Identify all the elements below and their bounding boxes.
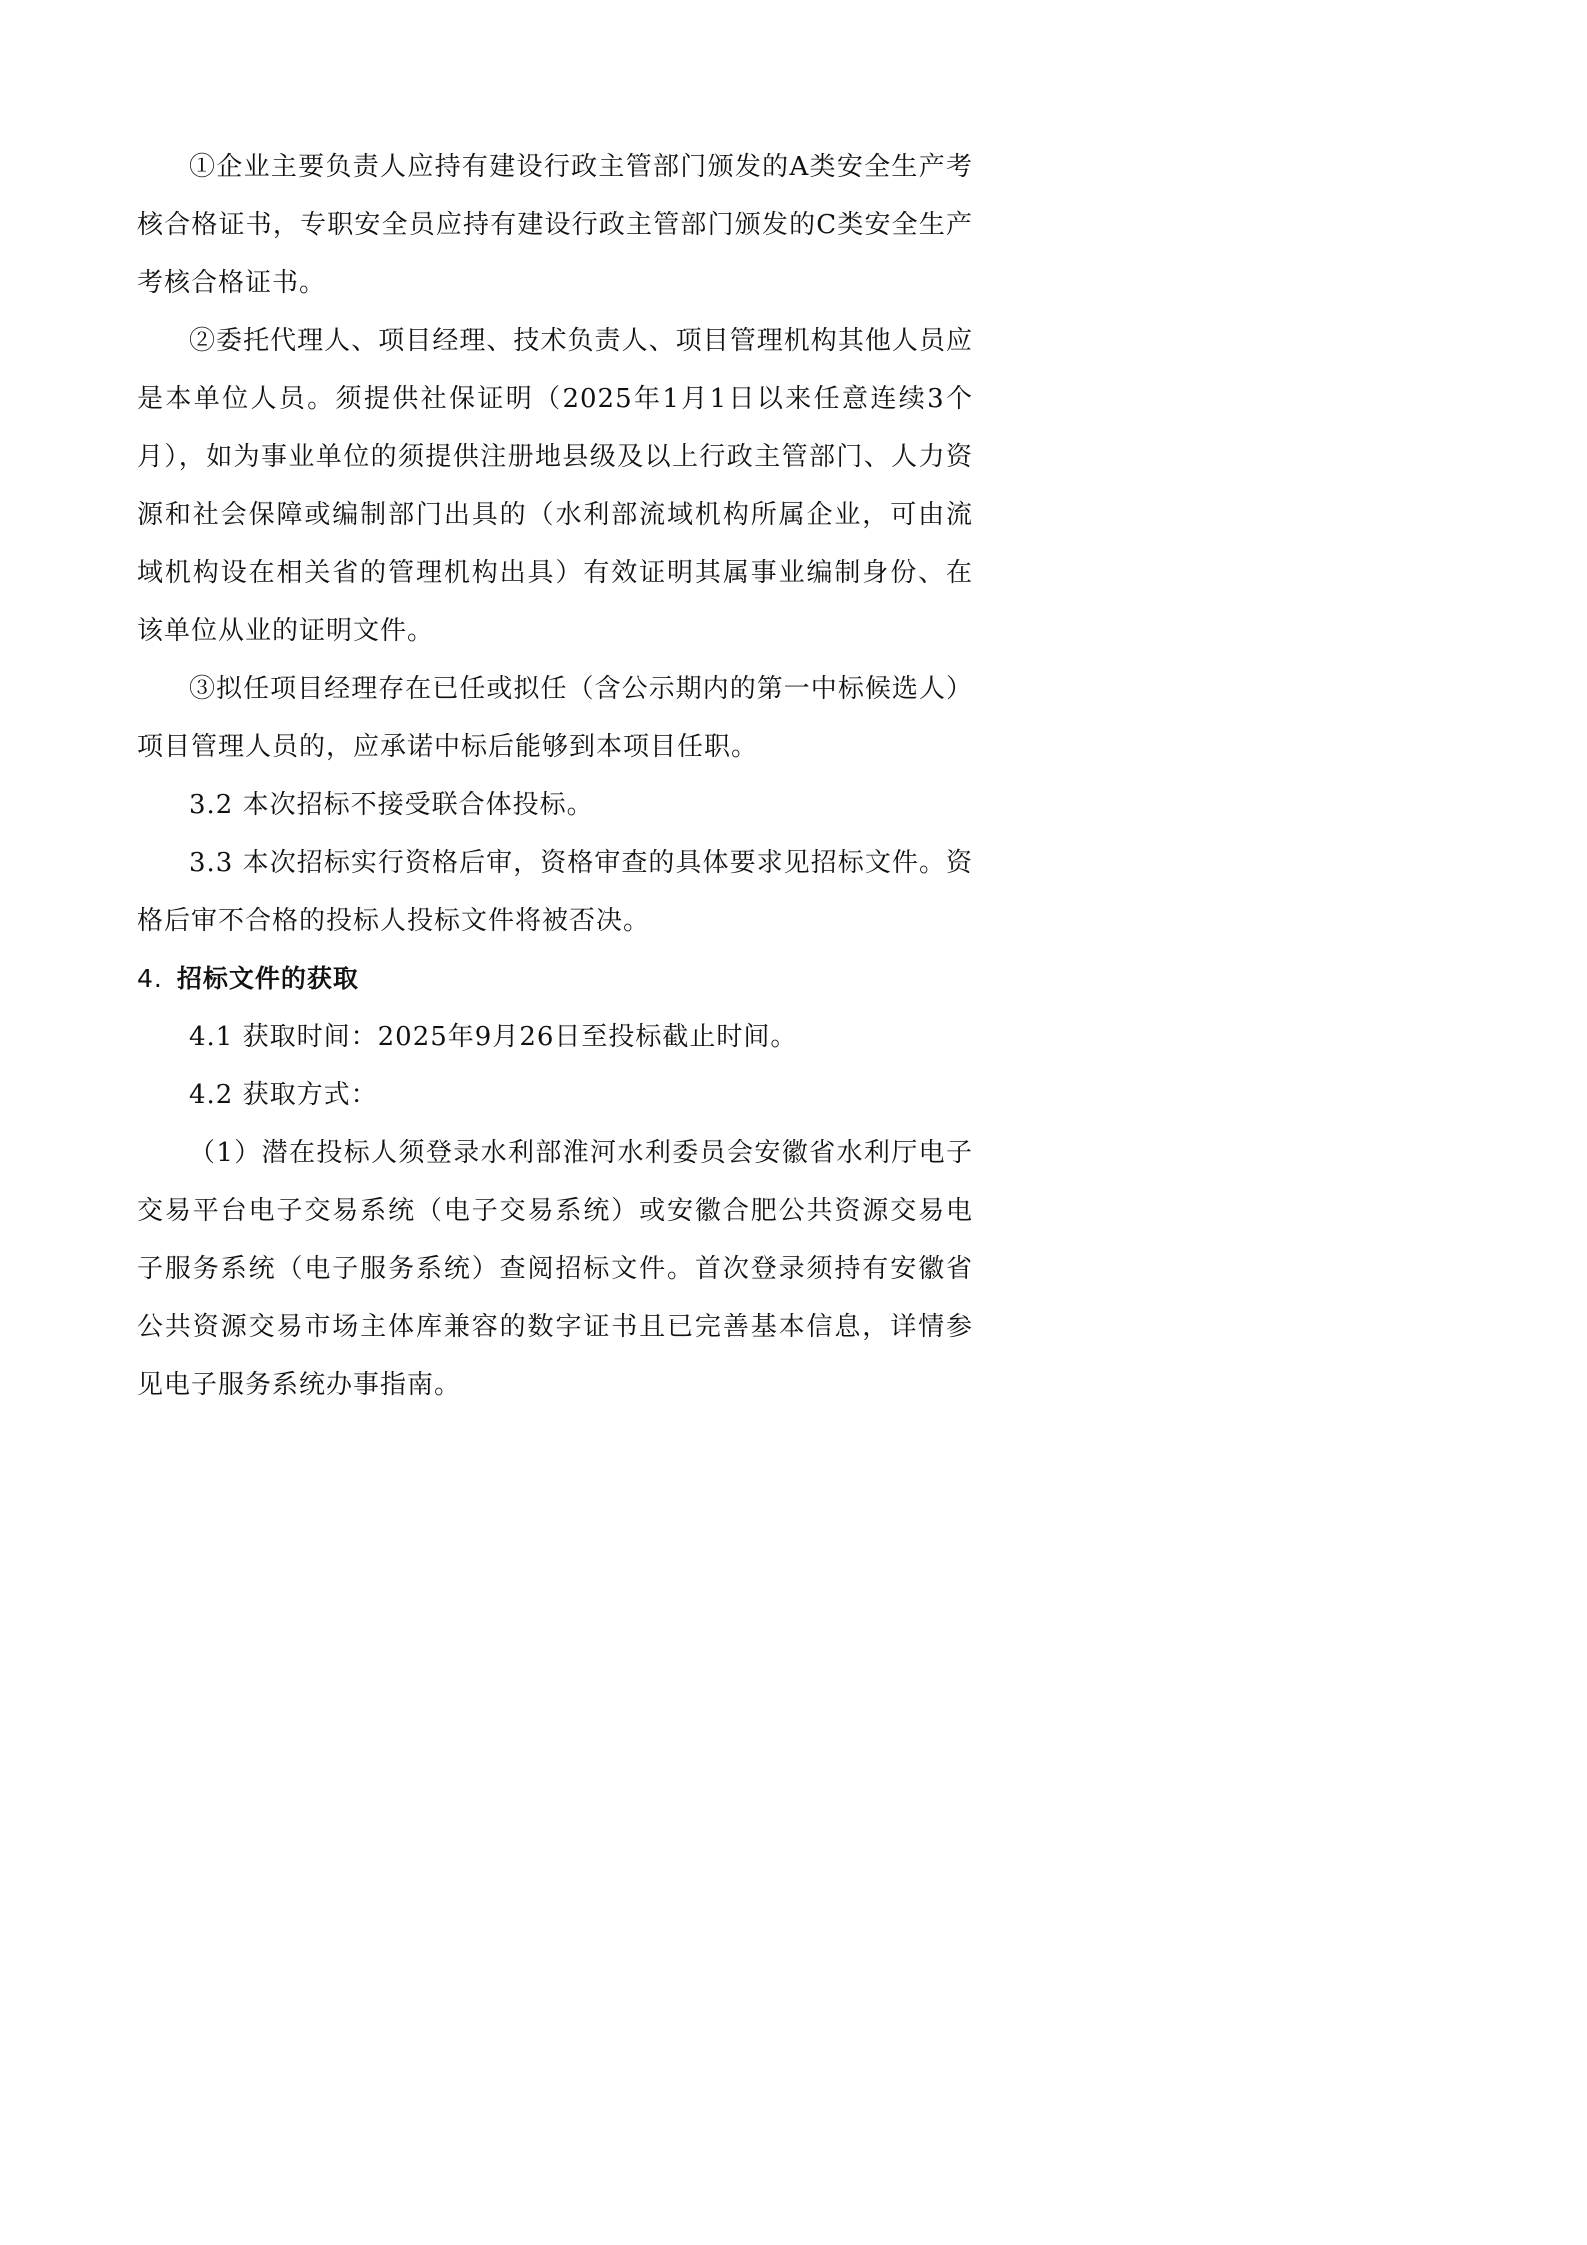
paragraph-4-1: 4.1 获取时间：2025年9月26日至投标截止时间。 (189, 1022, 798, 1052)
section-4-number: 4. (137, 964, 163, 993)
document-page (0, 0, 1100, 1556)
paragraph-4-2-1: （1）潜在投标人须登录水利部淮河水利委员会安徽省水利厅电子交易平台电子交易系统（电子交易系统）或安徽合肥公共资源交易电子服务系统（电子服务系统）查阅招标文件。首次登录须持有安徽省公共资源交易市场主体库兼容的数字证书且已完善基本信息，详情参见电子服务系统办事指南。 (137, 1138, 973, 1400)
paragraph-requirement-3: ③拟任项目经理存在已任或拟任（含公示期内的第一中标候选人）项目管理人员的，应承诺中标后能够到本项目任职。 (137, 674, 973, 762)
document-body (137, 138, 973, 1414)
paragraph-3-2: 3.2 本次招标不接受联合体投标。 (189, 790, 594, 820)
paragraph-4-2: 4.2 获取方式： (189, 1080, 378, 1110)
paragraph-3-3: 3.3 本次招标实行资格后审，资格审查的具体要求见招标文件。资格后审不合格的投标人投标文件将被否决。 (137, 848, 973, 936)
paragraph-requirement-1: ①企业主要负责人应持有建设行政主管部门颁发的A类安全生产考核合格证书，专职安全员应持有建设行政主管部门颁发的C类安全生产考核合格证书。 (137, 152, 973, 298)
section-4-heading (137, 950, 973, 1008)
section-4-title: 招标文件的获取 (176, 964, 359, 993)
paragraph-requirement-2: ②委托代理人、项目经理、技术负责人、项目管理机构其他人员应是本单位人员。须提供社保证明（2025年1月1日以来任意连续3个月），如为事业单位的须提供注册地县级及以上行政主管部门、人力资源和社会保障或编制部门出具的（水利部流域机构所属企业，可由流域机构设在相关省的管理机构出具）有效证明其属事业编制身份、在该单位从业的证明文件。 (137, 326, 973, 646)
